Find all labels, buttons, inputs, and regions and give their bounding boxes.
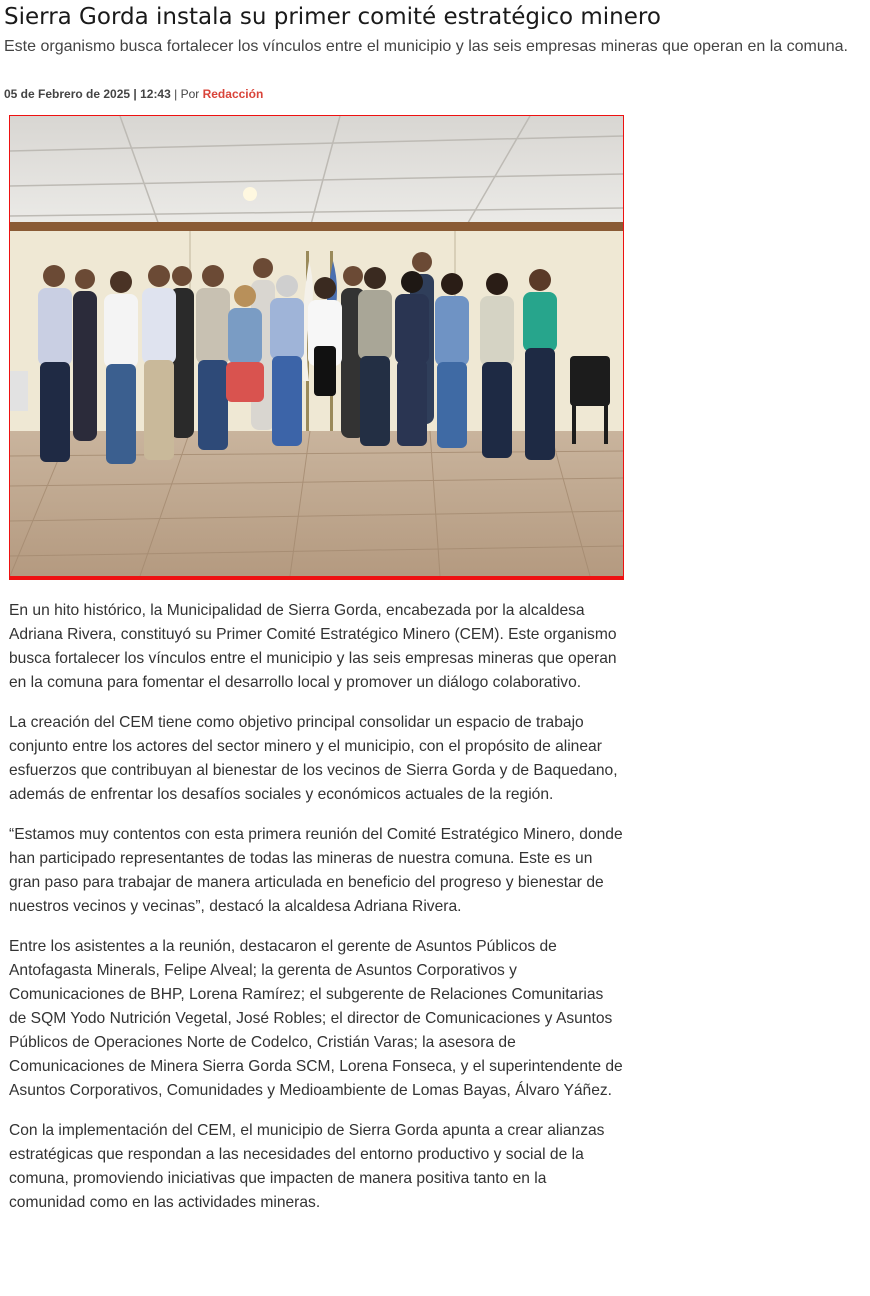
- paragraph: Entre los asistentes a la reunión, destacaron el gerente de Asuntos Públicos de Antofagasta Minerals, Felipe Alveal; la gerenta de Asuntos Corporativos y Comunicaciones de BHP, Lorena Ramírez; el subgerente de Relaciones Comunitarias de SQM Yodo Nutrición Vegetal, José Robles; el director de Comunicaciones y Asuntos Públicos de Operaciones Norte de Codelco, Cristián Varas; la asesora de Comunicaciones de Minera Sierra Gorda SCM, Lorena Fonseca, y el superintendente de Asuntos Corporativos, Comunidades y Medioambiente de Lomas Bayas, Álvaro Yáñez.: [9, 938, 623, 1099]
- paragraph: Con la implementación del CEM, el municipio de Sierra Gorda apunta a crear alianzas estratégicas que respondan a las necesidades del entorno productivo y social de la comuna, promoviendo iniciativas que impacten de manera positiva tanto en la comunidad como en las actividades mineras.: [9, 1122, 605, 1211]
- paragraph: “Estamos muy contentos con esta primera reunión del Comité Estratégico Minero, donde han participado representantes de todas las mineras de nuestra comuna. Este es un gran paso para trabajar de manera articulada en beneficio del progreso y bienestar de nuestros vecinos y vecinas”, destacó la alcaldesa Adriana Rivera.: [9, 826, 623, 915]
- article-body: [9, 599, 624, 1231]
- article-subtitle: Este organismo busca fortalecer los vínculos entre el municipio y las seis empresas mineras que operan en la comuna.: [4, 38, 848, 55]
- group-photo-icon: [10, 116, 623, 576]
- author-link[interactable]: Redacción: [202, 87, 264, 101]
- publish-date: 05 de Febrero de 2025 | 12:43: [4, 87, 171, 101]
- paragraph: En un hito histórico, la Municipalidad de Sierra Gorda, encabezada por la alcaldesa Adriana Rivera, constituyó su Primer Comité Estratégico Minero (CEM). Este organismo busca fortalecer los vínculos entre el municipio y las seis empresas mineras que operan en la comuna para fomentar el desarrollo local y promover un diálogo colaborativo.: [9, 602, 617, 691]
- article-photo: [9, 115, 624, 580]
- paragraph: La creación del CEM tiene como objetivo principal consolidar un espacio de trabajo conjunto entre los actores del sector minero y el municipio, con el propósito de alinear esfuerzos que contribuyan al bienestar de los vecinos de Sierra Gorda y de Baquedano, además de enfrentar los desafíos sociales y económicos actuales de la región.: [9, 714, 618, 803]
- article-meta: [4, 86, 263, 102]
- byline-label: | Por: [174, 87, 200, 101]
- article-title: Sierra Gorda instala su primer comité estratégico minero: [4, 4, 661, 30]
